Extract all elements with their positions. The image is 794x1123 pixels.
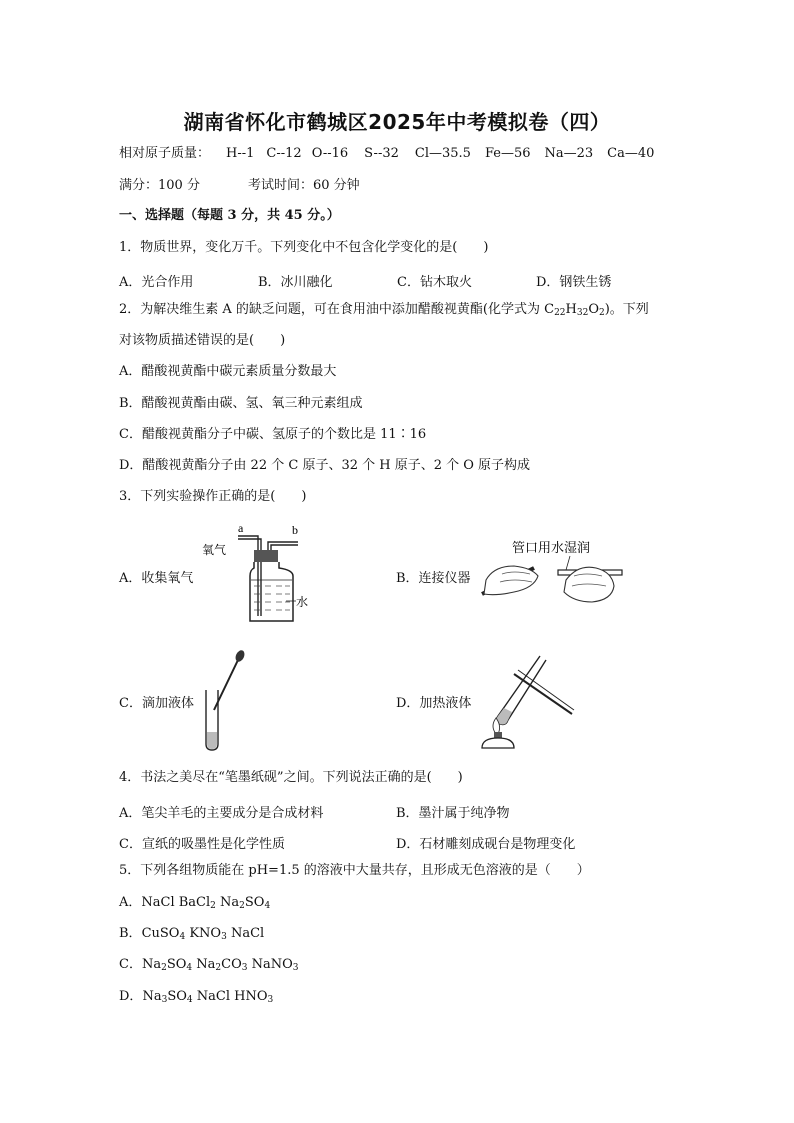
atomic-mass-s: S--32 <box>364 146 399 161</box>
atomic-mass-o: O--16 <box>311 146 349 161</box>
fig-a-label-b: b <box>292 523 298 537</box>
q4-option-b: B．墨汁属于纯净物 <box>396 806 510 821</box>
q5-d-prefix: D． <box>119 989 143 1004</box>
q5-c-t4: CO <box>221 957 242 972</box>
q5-b-s1: 4 <box>179 932 186 942</box>
q5-c-t5: NaNO <box>247 957 293 972</box>
section-heading: 一、选择题（每题 3 分，共 45 分。） <box>119 208 340 223</box>
q5-option-a <box>119 895 270 911</box>
q4-option-a: A．笔尖羊毛的主要成分是合成材料 <box>119 806 324 821</box>
q5-b-t2: KNO <box>185 926 222 941</box>
q5-option-b <box>119 926 264 942</box>
q2-option-b: B．醋酸视黄酯由碳、氢、氧三种元素组成 <box>119 396 363 411</box>
q2-sub-h: 32 <box>576 308 589 318</box>
q2-option-d: D．醋酸视黄酯分子由 22 个 C 原子、32 个 H 原子、2 个 O 原子构成 <box>119 458 531 473</box>
atomic-mass-na: Na—23 <box>544 146 594 161</box>
q4-option-d: D．石材雕刻成砚台是物理变化 <box>396 837 576 852</box>
q3-option-c: C．滴加液体 <box>119 696 194 711</box>
q1-option-c: C．钻木取火 <box>397 275 472 290</box>
q3-option-a: A．收集氧气 <box>119 571 194 586</box>
q5-d-s2: 4 <box>186 995 193 1005</box>
fig-a-label-a: a <box>238 521 244 535</box>
q3-stem: 3．下列实验操作正确的是( ) <box>119 489 307 504</box>
q5-a-s1: 2 <box>210 901 216 911</box>
q1-stem: 1．物质世界，变化万千。下列变化中不包含化学变化的是( ) <box>119 240 489 255</box>
q2-stem-end: )。下列 <box>604 302 649 317</box>
q2-stem-line2: 对该物质描述错误的是( ) <box>119 333 286 348</box>
q5-a-t1: NaCl BaCl <box>141 895 211 910</box>
q1-option-a: A．光合作用 <box>119 275 194 290</box>
q5-a-s2: 2 <box>239 901 245 911</box>
q4-option-c: C．宣纸的吸墨性是化学性质 <box>119 837 285 852</box>
atomic-mass-ca: Ca—40 <box>607 146 655 161</box>
gas-collection-bottle-figure <box>198 518 318 624</box>
q5-d-t3: NaCl HNO <box>192 989 268 1004</box>
q5-c-t1: Na <box>141 957 162 972</box>
q5-option-d <box>119 989 273 1005</box>
exam-info-line <box>119 178 360 194</box>
exam-title: 湖南省怀化市鹤城区2025年中考模拟卷（四） <box>183 110 611 134</box>
q5-c-t3: Na <box>192 957 216 972</box>
q2-stem-text: 2．为解决维生素 A 的缺乏问题，可在食用油中添加醋酸视黄酯(化学式为 C <box>119 302 555 317</box>
q5-b-prefix: B． <box>119 926 142 941</box>
atomic-mass-line <box>119 146 654 162</box>
q2-o: O <box>588 302 599 317</box>
q5-a-prefix: A． <box>119 895 142 910</box>
fig-a-label-water: 水 <box>296 595 309 609</box>
q1-option-b: B．冰川融化 <box>258 275 333 290</box>
q3-option-b: B．连接仪器 <box>396 571 471 586</box>
atomic-mass-h: H--1 <box>226 146 255 161</box>
q5-d-t2: SO <box>167 989 187 1004</box>
atomic-mass-c: C--12 <box>266 146 302 161</box>
q5-c-s1: 2 <box>161 963 167 973</box>
atomic-mass-fe: Fe—56 <box>484 146 531 161</box>
q2-option-c: C．醋酸视黄酯分子中碳、氢原子的个数比是 11∶16 <box>119 427 427 442</box>
q5-a-t3: SO <box>244 895 265 910</box>
q2-sub-c: 22 <box>554 308 566 318</box>
q2-option-a: A．醋酸视黄酯中碳元素质量分数最大 <box>119 364 337 379</box>
fig-a-label-gas: 氧气 <box>202 543 227 557</box>
q3-option-d: D．加热液体 <box>396 696 472 711</box>
fig-b-note: 管口用水湿润 <box>512 541 591 556</box>
q5-b-t3: NaCl <box>226 926 265 941</box>
q1-option-d: D．钢铁生锈 <box>536 275 612 290</box>
q5-d-t1: Na <box>142 989 162 1004</box>
heat-liquid-figure <box>474 650 578 750</box>
q2-h: H <box>565 302 577 317</box>
q5-option-c <box>119 957 299 973</box>
q4-stem: 4．书法之美尽在“笔墨纸砚”之间。下列说法正确的是( ) <box>119 770 463 785</box>
q5-b-s2: 3 <box>221 932 227 942</box>
q5-d-s1: 3 <box>161 995 168 1005</box>
connect-apparatus-figure <box>474 536 626 608</box>
drop-liquid-figure <box>198 650 258 754</box>
exam-time: 考试时间：60 分钟 <box>247 178 360 193</box>
q5-c-prefix: C． <box>119 957 142 972</box>
atomic-mass-cl: Cl—35.5 <box>414 146 471 161</box>
q5-c-s3: 2 <box>215 963 222 973</box>
q2-sub-o: 2 <box>599 308 605 318</box>
full-score: 满分：100 分 <box>119 178 200 193</box>
q5-c-s4: 3 <box>241 963 248 973</box>
q5-b-t1: CuSO <box>141 926 180 941</box>
q5-d-s3: 3 <box>267 995 274 1005</box>
atomic-mass-label: 相对原子质量： <box>119 146 211 161</box>
q5-c-t2: SO <box>166 957 187 972</box>
q5-a-s3: 4 <box>264 901 271 911</box>
q5-c-s5: 3 <box>292 963 299 973</box>
q5-c-s2: 4 <box>186 963 193 973</box>
q5-stem: 5．下列各组物质能在 pH=1.5 的溶液中大量共存，且形成无色溶液的是（ ） <box>119 863 590 878</box>
q2-stem-line1 <box>119 302 649 318</box>
q5-a-t2: Na <box>215 895 240 910</box>
